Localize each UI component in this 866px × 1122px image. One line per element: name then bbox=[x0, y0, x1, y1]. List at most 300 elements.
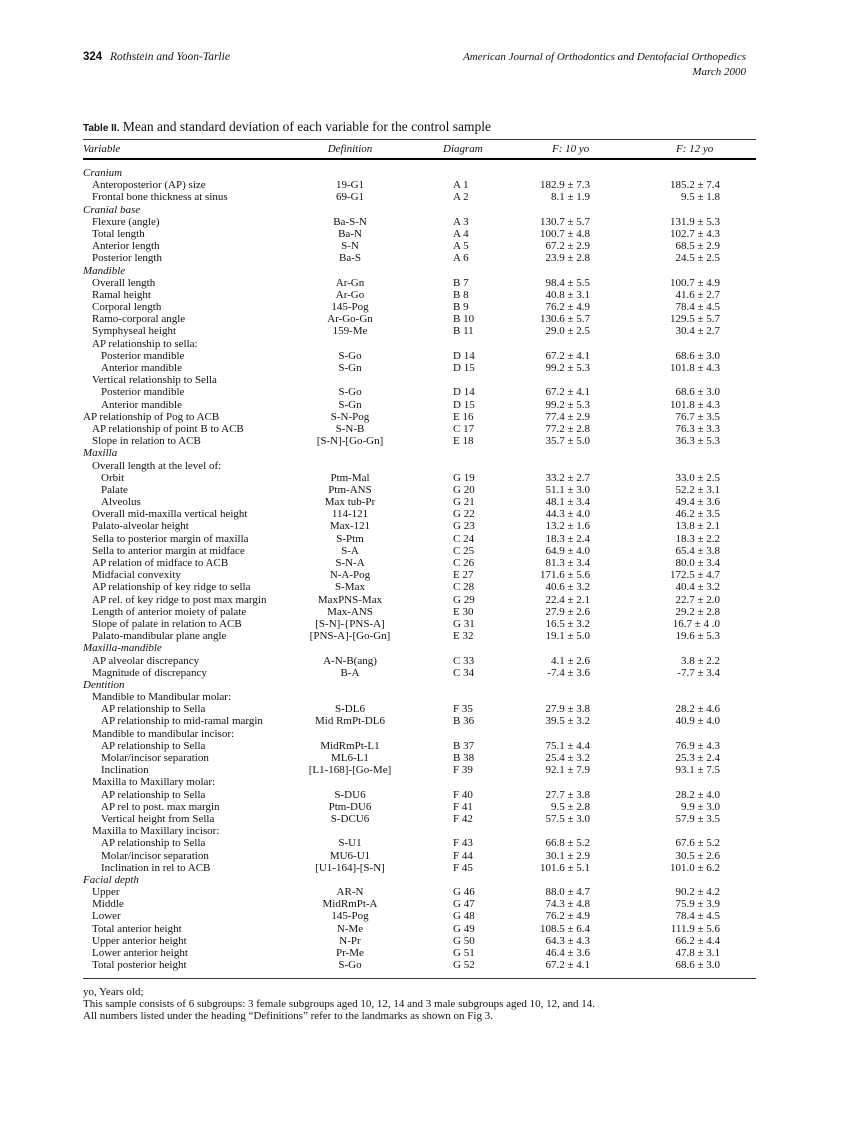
cell-variable: Midfacial convexity bbox=[92, 569, 181, 582]
cell-f10: 81.3 ± 3.4 bbox=[545, 557, 590, 569]
cell-diagram: C 25 bbox=[453, 544, 475, 557]
cell-definition: MidRmPt-L1 bbox=[320, 739, 380, 752]
table-row bbox=[0, 496, 866, 508]
cell-diagram: C 26 bbox=[453, 557, 475, 569]
cell-variable: AP relationship of point B to ACB bbox=[92, 422, 244, 435]
table-group-row bbox=[0, 265, 866, 277]
cell-definition: N-A-Pog bbox=[329, 569, 371, 582]
cell-f12: 101.8 ± 4.3 bbox=[669, 362, 720, 374]
table-row bbox=[0, 362, 866, 374]
cell-diagram: D 14 bbox=[453, 349, 475, 362]
cell-f10: 100.7 ± 4.8 bbox=[539, 227, 590, 240]
cell-variable: Maxilla to Maxillary incisor: bbox=[92, 825, 220, 838]
table-row bbox=[0, 545, 866, 557]
cell-diagram: G 48 bbox=[453, 910, 475, 923]
cell-definition: Ba-S bbox=[339, 252, 361, 265]
cell-f12: 75.9 ± 3.9 bbox=[675, 898, 720, 911]
cell-variable: Overall mid-maxilla vertical height bbox=[92, 508, 248, 521]
cell-variable: Lower bbox=[92, 910, 121, 923]
cell-definition: Ar-Gn bbox=[335, 276, 365, 289]
table-row bbox=[0, 399, 866, 411]
cell-f10: 25.4 ± 3.2 bbox=[545, 752, 590, 764]
table-row bbox=[0, 764, 866, 776]
table-row bbox=[0, 850, 866, 862]
cell-f12: 101.8 ± 4.3 bbox=[669, 398, 720, 411]
cell-diagram: G 21 bbox=[453, 496, 475, 509]
table-row bbox=[0, 484, 866, 496]
cell-variable: AP relationship of Pog to ACB bbox=[83, 410, 220, 423]
cell-f12: 22.7 ± 2.0 bbox=[675, 593, 720, 606]
table-row bbox=[0, 289, 866, 301]
cell-variable: Slope of palate in relation to ACB bbox=[92, 617, 242, 630]
cell-f12: 78.4 ± 4.5 bbox=[675, 910, 720, 923]
cell-diagram: A 3 bbox=[453, 215, 469, 228]
table-row bbox=[0, 411, 866, 423]
cell-variable: Length of anterior moiety of palate bbox=[92, 605, 247, 618]
cell-f10: 88.0 ± 4.7 bbox=[545, 886, 590, 899]
cell-diagram: D 14 bbox=[453, 386, 475, 399]
table-row bbox=[0, 862, 866, 874]
cell-variable: Anterior length bbox=[92, 240, 160, 253]
cell-f10: 51.1 ± 3.0 bbox=[545, 483, 590, 496]
cell-f12: 102.7 ± 4.3 bbox=[669, 227, 720, 240]
cell-f10: 67.2 ± 2.9 bbox=[545, 240, 590, 253]
table-group-row bbox=[0, 204, 866, 216]
cell-f12: 111.9 ± 5.6 bbox=[670, 922, 720, 935]
cell-variable: Mandible bbox=[83, 264, 126, 277]
cell-f12: 66.2 ± 4.4 bbox=[675, 934, 720, 947]
cell-f10: 48.1 ± 3.4 bbox=[545, 496, 590, 509]
cell-variable: Lower anterior height bbox=[92, 947, 188, 959]
cell-variable: Orbit bbox=[101, 471, 125, 484]
cell-f10: 39.5 ± 3.2 bbox=[545, 715, 590, 728]
cell-definition: S-DCU6 bbox=[330, 812, 370, 825]
running-head-date: March 2000 bbox=[692, 66, 746, 78]
column-header-definition: Definition bbox=[327, 143, 373, 155]
cell-f12: 93.1 ± 7.5 bbox=[675, 764, 720, 777]
cell-f10: 182.9 ± 7.3 bbox=[539, 179, 590, 192]
cell-f10: 171.6 ± 5.6 bbox=[539, 569, 590, 582]
cell-diagram: F 35 bbox=[453, 703, 473, 716]
cell-f10: 27.9 ± 3.8 bbox=[545, 703, 590, 716]
cell-f10: 92.1 ± 7.9 bbox=[545, 764, 590, 777]
table-row bbox=[0, 338, 866, 350]
column-header-f12: F: 12 yo bbox=[676, 143, 714, 155]
table-group-row bbox=[0, 447, 866, 459]
cell-diagram: C 24 bbox=[453, 532, 475, 545]
cell-f10: 35.7 ± 5.0 bbox=[545, 435, 590, 448]
cell-variable: Facial depth bbox=[83, 873, 139, 886]
cell-f10: 108.5 ± 6.4 bbox=[539, 922, 590, 935]
cell-diagram: D 15 bbox=[453, 398, 475, 411]
cell-diagram: G 22 bbox=[453, 508, 475, 521]
cell-f10: 33.2 ± 2.7 bbox=[545, 471, 590, 484]
table-row bbox=[0, 191, 866, 203]
cell-definition: S-U1 bbox=[338, 837, 362, 850]
cell-definition: Ba-S-N bbox=[333, 215, 367, 228]
table-row bbox=[0, 472, 866, 484]
table-row bbox=[0, 325, 866, 337]
table-row bbox=[0, 423, 866, 435]
cell-definition: 145-Pog bbox=[331, 910, 369, 923]
cell-diagram: C 34 bbox=[453, 666, 475, 679]
cell-f10: 77.4 ± 2.9 bbox=[545, 410, 590, 423]
cell-definition: N-Me bbox=[336, 922, 364, 935]
table-row bbox=[0, 740, 866, 752]
cell-f10: 64.9 ± 4.0 bbox=[545, 544, 590, 557]
cell-definition: S-A bbox=[341, 544, 359, 557]
cell-variable: AP relationship to Sella bbox=[101, 837, 206, 850]
cell-definition: [U1-164]-[S-N] bbox=[315, 861, 385, 874]
table-row bbox=[0, 935, 866, 947]
cell-f10: 22.4 ± 2.1 bbox=[545, 593, 590, 606]
cell-definition: Ptm-DU6 bbox=[328, 800, 372, 813]
cell-definition: [S-N]-{PNS-A] bbox=[315, 617, 385, 630]
cell-definition: 19-G1 bbox=[335, 179, 365, 192]
cell-definition: [S-N]-[Go-Gn] bbox=[316, 435, 384, 448]
cell-diagram: B 8 bbox=[453, 288, 469, 301]
cell-f10: 130.7 ± 5.7 bbox=[539, 215, 590, 228]
cell-f10: 66.8 ± 5.2 bbox=[545, 837, 590, 850]
cell-variable: Flexure (angle) bbox=[92, 215, 160, 228]
table-bottom-rule bbox=[83, 978, 756, 979]
table-caption bbox=[83, 119, 491, 135]
cell-f12: 100.7 ± 4.9 bbox=[669, 276, 720, 289]
cell-definition: MaxPNS-Max bbox=[317, 593, 383, 606]
cell-diagram: B 7 bbox=[453, 276, 469, 289]
cell-variable: AP rel to post. max margin bbox=[101, 800, 220, 813]
cell-f12: 41.6 ± 2.7 bbox=[675, 288, 720, 301]
cell-diagram: A 6 bbox=[453, 252, 469, 265]
cell-f12: 131.9 ± 5.3 bbox=[669, 215, 720, 228]
cell-f10: 74.3 ± 4.8 bbox=[545, 898, 590, 911]
cell-definition: S-DU6 bbox=[334, 788, 366, 801]
cell-f12: 76.3 ± 3.3 bbox=[675, 422, 720, 435]
cell-f12: 30.4 ± 2.7 bbox=[675, 325, 720, 338]
cell-variable: Mandible to mandibular incisor: bbox=[92, 727, 235, 740]
cell-variable: Middle bbox=[92, 898, 124, 911]
cell-variable: AP relationship to mid-ramal margin bbox=[101, 715, 263, 728]
cell-f12: 33.0 ± 2.5 bbox=[675, 471, 720, 484]
table-top-rule bbox=[83, 139, 756, 140]
cell-diagram: G 50 bbox=[453, 934, 475, 947]
cell-f10: -7.4 ± 3.6 bbox=[547, 666, 590, 679]
cell-f12: 36.3 ± 5.3 bbox=[675, 435, 720, 448]
table-row bbox=[0, 313, 866, 325]
table-row bbox=[0, 301, 866, 313]
cell-diagram: F 43 bbox=[453, 837, 473, 850]
column-header-variable: Variable bbox=[83, 143, 121, 155]
table-row bbox=[0, 460, 866, 472]
cell-definition: N-Pr bbox=[339, 934, 361, 947]
cell-diagram: E 27 bbox=[453, 569, 474, 582]
cell-f12: 47.8 ± 3.1 bbox=[675, 947, 720, 959]
table-row bbox=[0, 813, 866, 825]
table-row bbox=[0, 959, 866, 971]
cell-variable: Palate bbox=[101, 483, 128, 496]
cell-f10: 16.5 ± 3.2 bbox=[545, 617, 590, 630]
table-group-row bbox=[0, 874, 866, 886]
cell-definition: S-N-A bbox=[335, 557, 365, 569]
cell-variable: AP relation of midface to ACB bbox=[92, 557, 229, 569]
cell-diagram: G 29 bbox=[453, 593, 475, 606]
cell-variable: Dentition bbox=[83, 678, 125, 691]
table-row bbox=[0, 569, 866, 581]
cell-f12: 30.5 ± 2.6 bbox=[675, 849, 720, 862]
table-row bbox=[0, 350, 866, 362]
cell-variable: Inclination bbox=[101, 764, 149, 777]
cell-f10: 64.3 ± 4.3 bbox=[545, 934, 590, 947]
cell-variable: Overall length at the level of: bbox=[92, 459, 222, 472]
cell-diagram: B 37 bbox=[453, 739, 475, 752]
cell-f12: 68.5 ± 2.9 bbox=[675, 240, 720, 253]
cell-diagram: G 52 bbox=[453, 959, 475, 972]
cell-diagram: F 40 bbox=[453, 788, 473, 801]
cell-variable: AP relationship to Sella bbox=[101, 703, 206, 716]
cell-variable: Anteroposterior (AP) size bbox=[92, 179, 206, 192]
cell-diagram: F 44 bbox=[453, 849, 473, 862]
table-row bbox=[0, 728, 866, 740]
cell-definition: Ba-N bbox=[338, 227, 362, 240]
table-body bbox=[0, 167, 866, 971]
cell-f10: 101.6 ± 5.1 bbox=[539, 861, 590, 874]
cell-variable: Maxilla bbox=[83, 447, 118, 460]
table-note: All numbers listed under the heading “Definitions” refer to the landmarks as shown on Fig 3. bbox=[83, 1010, 493, 1022]
table-row bbox=[0, 776, 866, 788]
table-row bbox=[0, 386, 866, 398]
cell-f10: 44.3 ± 4.0 bbox=[545, 508, 590, 521]
cell-f10: 77.2 ± 2.8 bbox=[545, 422, 590, 435]
cell-variable: Posterior mandible bbox=[101, 349, 185, 362]
cell-f12: 52.2 ± 3.1 bbox=[675, 483, 720, 496]
cell-f12: 80.0 ± 3.4 bbox=[675, 557, 720, 569]
cell-f12: 129.5 ± 5.7 bbox=[669, 313, 720, 326]
cell-f10: 19.1 ± 5.0 bbox=[545, 630, 590, 643]
column-header-diagram: Diagram bbox=[443, 143, 483, 155]
cell-variable: AP rel. of key ridge to post max margin bbox=[92, 593, 267, 606]
table-row bbox=[0, 581, 866, 593]
cell-f10: 18.3 ± 2.4 bbox=[545, 532, 590, 545]
cell-f12: 57.9 ± 3.5 bbox=[675, 812, 720, 825]
cell-variable: AP relationship to Sella bbox=[101, 788, 206, 801]
cell-variable: Anterior mandible bbox=[101, 362, 182, 374]
cell-definition: 69-G1 bbox=[335, 191, 365, 204]
table-row bbox=[0, 533, 866, 545]
table-row bbox=[0, 216, 866, 228]
cell-diagram: E 18 bbox=[453, 435, 474, 448]
cell-f10: 76.2 ± 4.9 bbox=[545, 301, 590, 314]
table-row bbox=[0, 630, 866, 642]
cell-diagram: F 45 bbox=[453, 861, 473, 874]
cell-f12: 185.2 ± 7.4 bbox=[669, 179, 720, 192]
cell-f12: 68.6 ± 3.0 bbox=[675, 349, 720, 362]
cell-diagram: A 2 bbox=[453, 191, 469, 204]
cell-variable: Magnitude of discrepancy bbox=[92, 666, 207, 679]
cell-f10: 27.9 ± 2.6 bbox=[545, 605, 590, 618]
table-note: yo, Years old; bbox=[83, 986, 144, 998]
cell-diagram: B 9 bbox=[453, 301, 469, 314]
cell-variable: Molar/incisor separation bbox=[101, 849, 209, 862]
cell-f12: 46.2 ± 3.5 bbox=[675, 508, 720, 521]
cell-variable: AP relationship to Sella bbox=[101, 739, 206, 752]
table-group-row bbox=[0, 679, 866, 691]
cell-diagram: G 23 bbox=[453, 520, 475, 533]
cell-variable: Symphyseal height bbox=[92, 325, 177, 338]
cell-variable: AP relationship to sella: bbox=[92, 337, 198, 350]
cell-f10: 67.2 ± 4.1 bbox=[545, 386, 590, 399]
table-header-rule bbox=[83, 158, 756, 160]
cell-variable: AP relationship of key ridge to sella bbox=[92, 581, 251, 594]
cell-f10: 67.2 ± 4.1 bbox=[545, 959, 590, 972]
cell-variable: Palato-mandibular plane angle bbox=[92, 630, 227, 643]
cell-definition: S-Max bbox=[335, 581, 365, 594]
table-row bbox=[0, 520, 866, 532]
cell-f10: 8.1 ± 1.9 bbox=[550, 191, 590, 204]
cell-f12: 68.6 ± 3.0 bbox=[675, 386, 720, 399]
cell-variable: Sella to posterior margin of maxilla bbox=[92, 532, 249, 545]
table-row bbox=[0, 825, 866, 837]
cell-definition: S-Gn bbox=[338, 398, 362, 411]
cell-f12: 9.9 ± 3.0 bbox=[680, 800, 720, 813]
cell-f12: 29.2 ± 2.8 bbox=[675, 605, 720, 618]
cell-f10: 75.1 ± 4.4 bbox=[545, 739, 590, 752]
cell-f10: 99.2 ± 5.3 bbox=[545, 398, 590, 411]
cell-f10: 23.9 ± 2.8 bbox=[545, 252, 590, 265]
cell-f12: 40.4 ± 3.2 bbox=[675, 581, 720, 594]
cell-variable: Maxilla-mandible bbox=[83, 642, 162, 655]
cell-f10: 29.0 ± 2.5 bbox=[545, 325, 590, 338]
cell-variable: Maxilla to Maxillary molar: bbox=[92, 776, 216, 789]
cell-f12: 76.9 ± 4.3 bbox=[675, 739, 720, 752]
cell-variable: Mandible to Mandibular molar: bbox=[92, 691, 231, 704]
cell-definition: Ar-Go-Gn bbox=[327, 313, 373, 326]
cell-variable: Molar/incisor separation bbox=[101, 752, 209, 764]
cell-variable: Corporal length bbox=[92, 301, 162, 314]
cell-diagram: E 16 bbox=[453, 410, 474, 423]
cell-f12: 25.3 ± 2.4 bbox=[675, 752, 720, 764]
cell-definition: Pr-Me bbox=[336, 947, 364, 959]
table-row bbox=[0, 801, 866, 813]
table-row bbox=[0, 947, 866, 959]
cell-variable: Overall length bbox=[92, 276, 156, 289]
cell-f10: 27.7 ± 3.8 bbox=[545, 788, 590, 801]
table-row bbox=[0, 594, 866, 606]
table-row bbox=[0, 715, 866, 727]
cell-diagram: D 15 bbox=[453, 362, 475, 374]
cell-definition: MU6-U1 bbox=[329, 849, 371, 862]
cell-diagram: G 47 bbox=[453, 898, 475, 911]
cell-diagram: E 32 bbox=[453, 630, 474, 643]
cell-diagram: F 39 bbox=[453, 764, 473, 777]
cell-definition: Ptm-Mal bbox=[330, 471, 370, 484]
cell-definition: 114-121 bbox=[331, 508, 369, 521]
cell-definition: S-Go bbox=[338, 959, 362, 972]
cell-definition: Ar-Go bbox=[335, 288, 365, 301]
table-row bbox=[0, 910, 866, 922]
cell-f12: 76.7 ± 3.5 bbox=[675, 410, 720, 423]
cell-definition: 159-Me bbox=[332, 325, 368, 338]
cell-definition: ML6-L1 bbox=[331, 752, 369, 764]
cell-definition: S-N-B bbox=[335, 422, 365, 435]
cell-variable: Anterior mandible bbox=[101, 398, 182, 411]
cell-diagram: C 33 bbox=[453, 654, 475, 667]
cell-definition: Mid RmPt-DL6 bbox=[315, 715, 385, 728]
cell-f12: -7.7 ± 3.4 bbox=[677, 666, 720, 679]
table-note: This sample consists of 6 subgroups: 3 female subgroups aged 10, 12, 14 and 3 male subgroups aged 10, 12, and 14. bbox=[83, 998, 596, 1010]
table-row bbox=[0, 252, 866, 264]
table-row bbox=[0, 886, 866, 898]
table-row bbox=[0, 618, 866, 630]
table-caption-text: Mean and standard deviation of each variable for the control sample bbox=[122, 119, 491, 134]
cell-definition: [PNS-A]-[Go-Gn] bbox=[309, 630, 391, 643]
cell-diagram: B 38 bbox=[453, 752, 475, 764]
cell-f12: 18.3 ± 2.2 bbox=[675, 532, 720, 545]
cell-f12: 28.2 ± 4.0 bbox=[675, 788, 720, 801]
cell-f10: 40.6 ± 3.2 bbox=[545, 581, 590, 594]
cell-diagram: C 28 bbox=[453, 581, 475, 594]
cell-f10: 99.2 ± 5.3 bbox=[545, 362, 590, 374]
cell-definition: S-N bbox=[341, 240, 359, 253]
cell-variable: Ramo-corporal angle bbox=[92, 313, 186, 326]
table-row bbox=[0, 923, 866, 935]
cell-variable: AP alveolar discrepancy bbox=[92, 654, 200, 667]
cell-variable: Cranium bbox=[83, 167, 123, 179]
table-row bbox=[0, 789, 866, 801]
cell-f12: 9.5 ± 1.8 bbox=[680, 191, 720, 204]
cell-variable: Inclination in rel to ACB bbox=[101, 861, 211, 874]
table-row bbox=[0, 240, 866, 252]
cell-f12: 24.5 ± 2.5 bbox=[675, 252, 720, 265]
cell-f12: 90.2 ± 4.2 bbox=[675, 886, 720, 899]
table-label: Table II. bbox=[83, 123, 120, 134]
table-row bbox=[0, 837, 866, 849]
cell-f12: 13.8 ± 2.1 bbox=[675, 520, 720, 533]
cell-variable: Posterior length bbox=[92, 252, 162, 265]
cell-f12: 28.2 ± 4.6 bbox=[675, 703, 720, 716]
cell-f12: 19.6 ± 5.3 bbox=[675, 630, 720, 643]
cell-definition: A-N-B(ang) bbox=[323, 654, 377, 667]
table-row bbox=[0, 228, 866, 240]
cell-variable: Palato-alveolar height bbox=[92, 520, 189, 533]
cell-f12: 3.8 ± 2.2 bbox=[680, 654, 720, 667]
cell-f10: 67.2 ± 4.1 bbox=[545, 349, 590, 362]
cell-variable: Posterior mandible bbox=[101, 386, 185, 399]
cell-definition: S-N-Pog bbox=[330, 410, 370, 423]
cell-definition: Ptm-ANS bbox=[328, 483, 372, 496]
cell-variable: Upper bbox=[92, 886, 120, 899]
cell-diagram: G 46 bbox=[453, 886, 475, 899]
table-group-row bbox=[0, 642, 866, 654]
cell-variable: Total anterior height bbox=[92, 922, 182, 935]
cell-diagram: G 19 bbox=[453, 471, 475, 484]
cell-definition: S-Ptm bbox=[336, 532, 364, 545]
cell-diagram: B 10 bbox=[453, 313, 475, 326]
cell-f10: 46.4 ± 3.6 bbox=[545, 947, 590, 959]
cell-variable: Ramal height bbox=[92, 288, 151, 301]
cell-f12: 67.6 ± 5.2 bbox=[675, 837, 720, 850]
cell-diagram: C 17 bbox=[453, 422, 475, 435]
cell-f12: 40.9 ± 4.0 bbox=[675, 715, 720, 728]
table-row bbox=[0, 179, 866, 191]
cell-f10: 57.5 ± 3.0 bbox=[545, 812, 590, 825]
cell-definition: Max tub-Pr bbox=[324, 496, 376, 509]
cell-f12: 65.4 ± 3.8 bbox=[675, 544, 720, 557]
cell-f10: 40.8 ± 3.1 bbox=[545, 288, 590, 301]
cell-diagram: G 20 bbox=[453, 483, 475, 496]
table-row bbox=[0, 655, 866, 667]
table-row bbox=[0, 606, 866, 618]
cell-diagram: B 11 bbox=[453, 325, 474, 338]
